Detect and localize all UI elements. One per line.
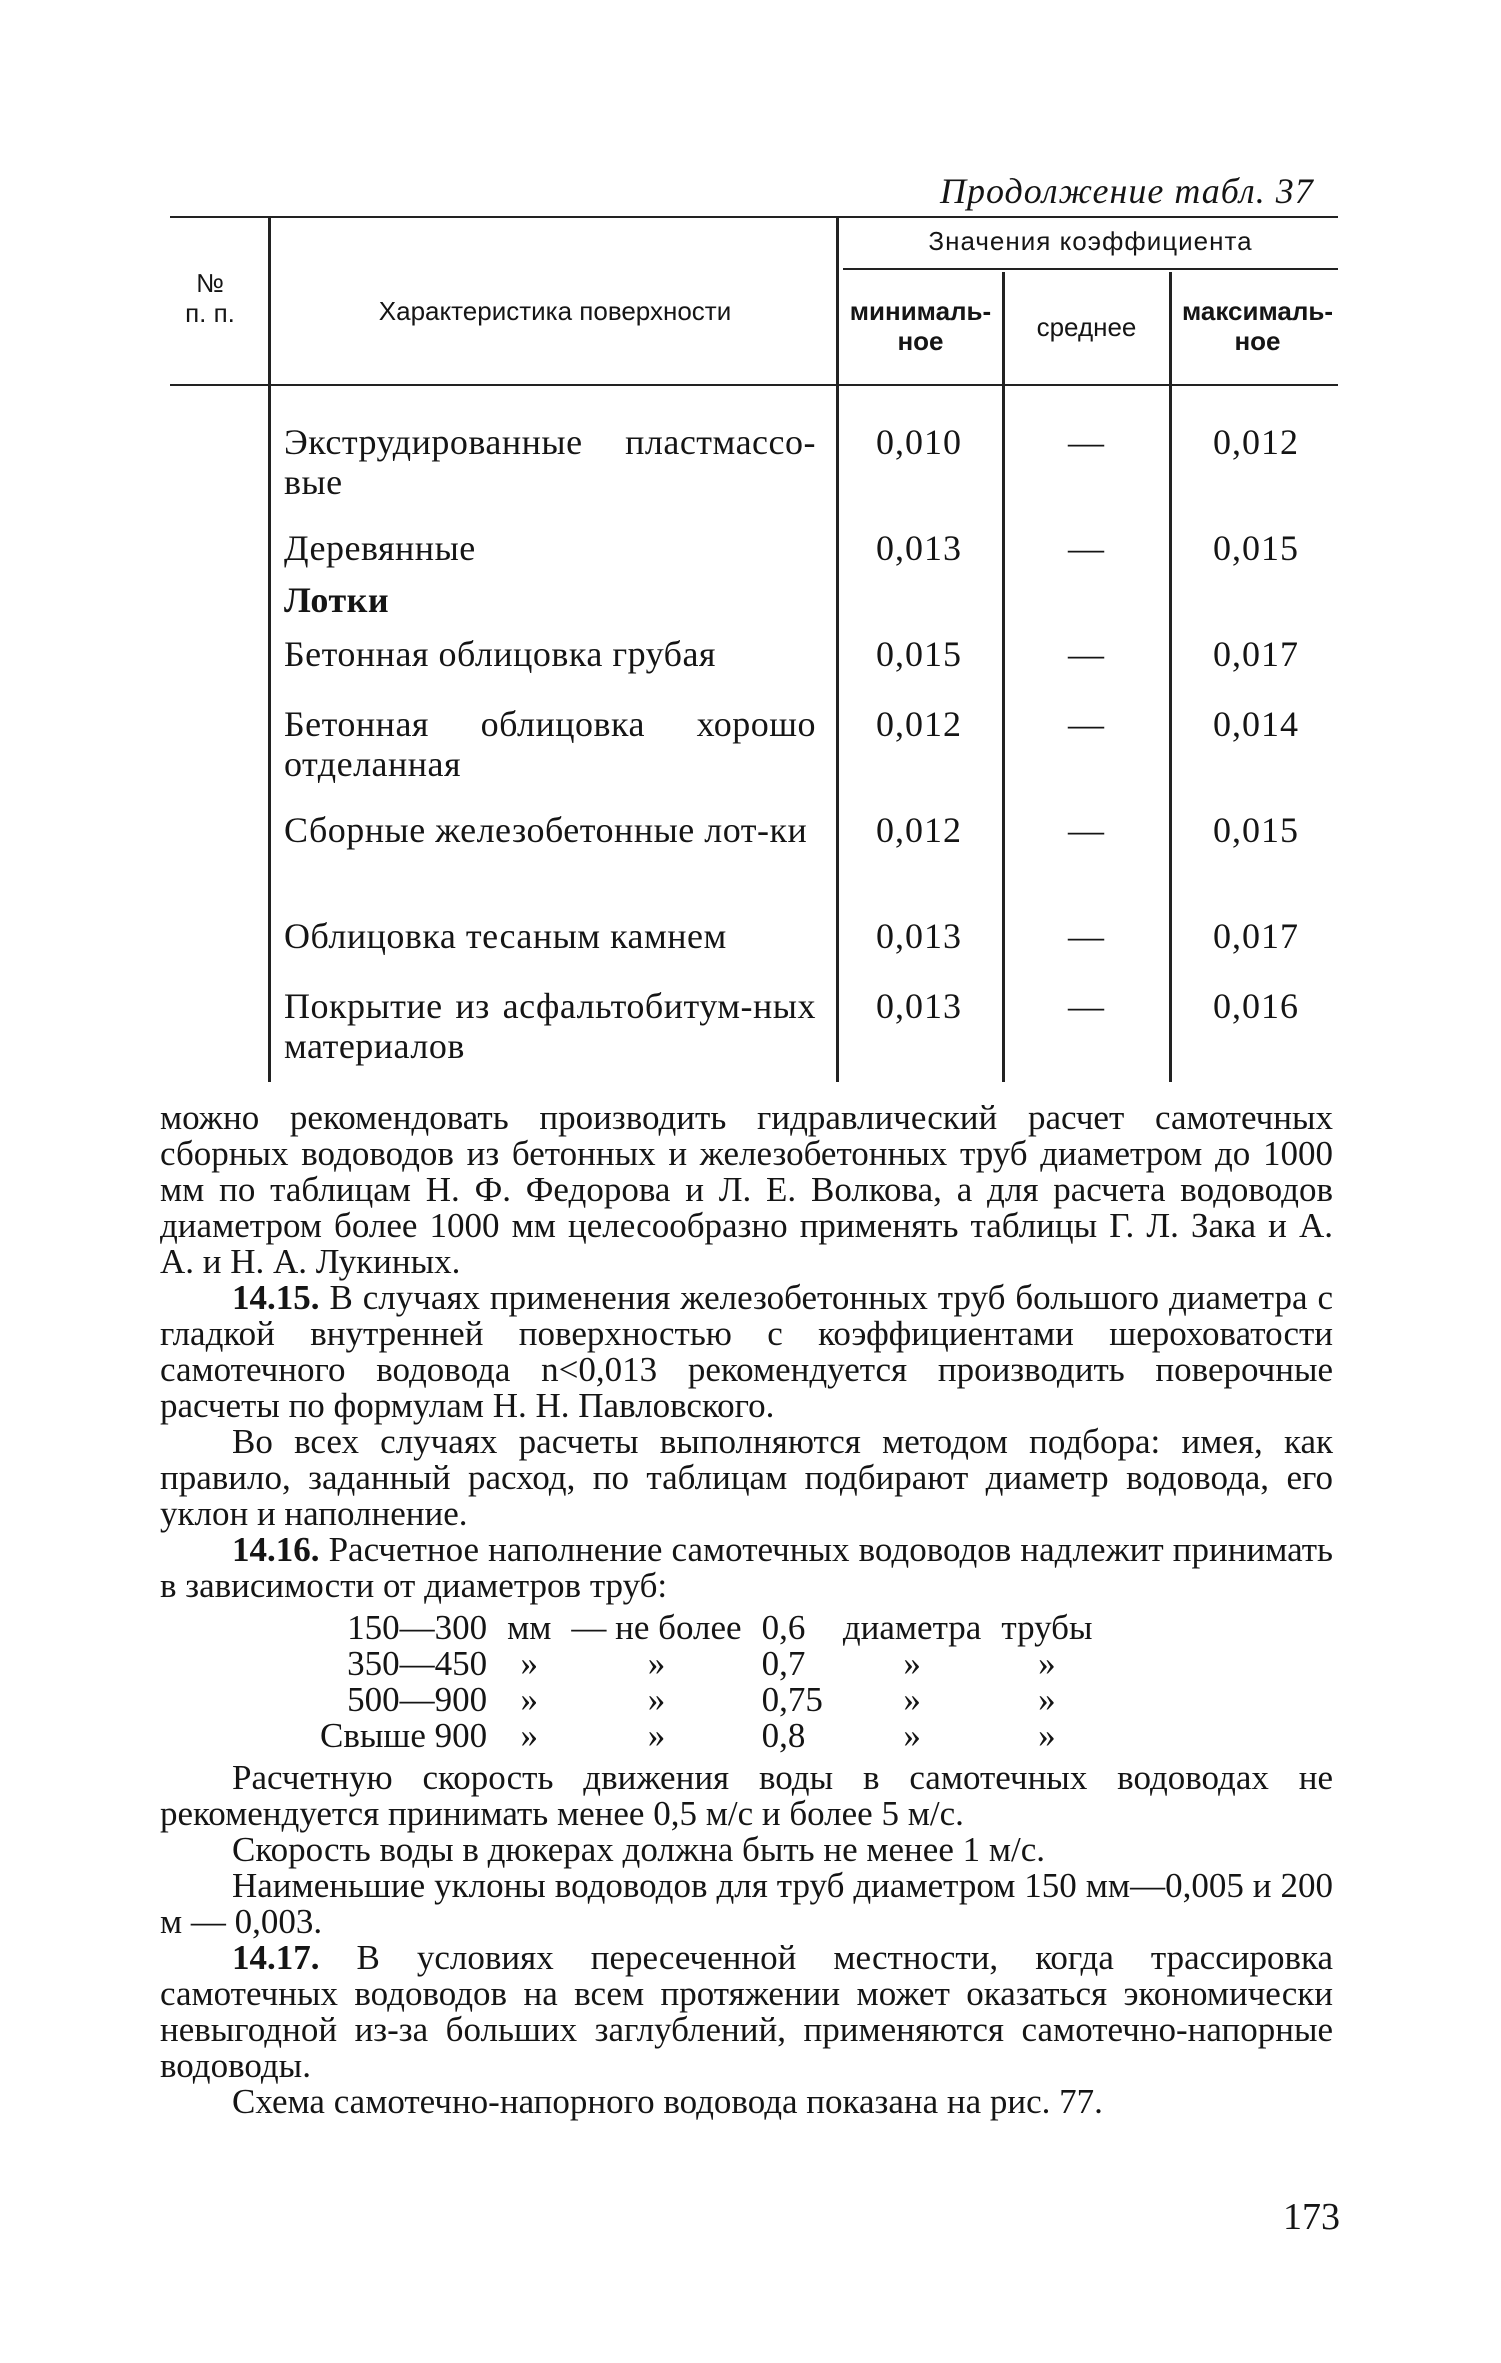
descriptor: » [903,1644,921,1683]
row-avg: — [1068,528,1105,568]
object: » [1038,1680,1056,1719]
descriptor: диаметра [842,1608,982,1647]
row-avg: — [1068,810,1105,850]
row-characteristic: Деревянные [284,528,476,568]
clause-number: 14.15. [232,1278,320,1317]
table-row [0,986,1501,1066]
header-values-group: Значения коэффициента [928,226,1253,256]
header-max: максималь- ное [1182,296,1333,356]
paragraph: Наименьшие уклоны водоводов для труб диаметром 150 мм—0,005 и 200 м — 0,003. [160,1866,1333,1941]
row-max: 0,017 [1213,916,1299,956]
row-max: 0,015 [1213,528,1299,568]
header-min: минималь- ное [849,296,992,356]
table-row [0,580,1501,620]
row-max: 0,017 [1213,634,1299,674]
fill-value: 0,6 [761,1608,806,1647]
object: » [1038,1716,1056,1755]
header-avg: среднее [1036,312,1137,342]
paragraph-text: Расчетное наполнение самотечных водоводов надлежит принимать в зависимости от диаметров труб: [160,1530,1333,1605]
column-divider-3 [1002,272,1005,384]
row-avg: — [1068,422,1105,462]
fill-ratio-list [310,1610,1102,1754]
column-divider-2 [836,218,839,384]
column-divider-1-body [268,386,271,1082]
list-item [310,1718,1102,1754]
condition: — не более [571,1608,742,1647]
row-max: 0,012 [1213,422,1299,462]
table-caption: Продолжение табл. 37 [940,171,1314,211]
row-min: 0,013 [876,986,962,1026]
header-number: № п. п. [185,268,235,328]
header-characteristic: Характеристика поверхности [378,296,732,326]
row-characteristic: Экструдированные пластмассо-вые [284,422,816,502]
column-divider-4-body [1169,386,1172,1082]
diameter-range: 350—450 [347,1644,488,1683]
list-item [310,1682,1102,1718]
list-item [310,1646,1102,1682]
table-row [0,810,1501,850]
paragraph-text: В случаях применения железобетонных труб большого диаметра с гладкой внутренней поверхностью с коэффициентами шероховатости самотечного водовода n<0,013 рекомендуется производить поверочные расчеты по формулам Н. Н. Павловского. [160,1278,1333,1425]
row-avg: — [1068,986,1105,1026]
diameter-range: Свыше 900 [320,1716,488,1755]
paragraph-14-17 [160,1940,1333,2084]
paragraph: Расчетную скорость движения воды в самотечных водоводах не рекомендуется принимать менее 0,5 м/с и более 5 м/с. [160,1758,1333,1833]
fill-value: 0,7 [761,1644,806,1683]
paragraph-14-16 [160,1532,1333,1604]
row-avg: — [1068,916,1105,956]
condition: » [647,1716,666,1755]
row-max: 0,014 [1213,704,1299,744]
descriptor: » [903,1716,921,1755]
row-avg: — [1068,704,1105,744]
row-characteristic: Сборные железобетонные лот-ки [284,810,808,850]
body-text [160,1100,1333,2120]
table-row [0,422,1501,502]
unit: » [520,1680,539,1719]
diameter-range: 500—900 [347,1680,488,1719]
table-header-bottom-rule [170,384,1338,386]
values-group-rule [843,268,1338,270]
row-min: 0,012 [876,810,962,850]
paragraph: можно рекомендовать производить гидравлический расчет самотечных сборных водоводов из бетонных и железобетонных труб диаметром до 1000 мм по таблицам Н. Ф. Федорова и Л. Е. Волкова, а для расчета водоводов диаметром более 1000 мм целесообразно применять таблицы Г. Л. Зака и А. А. и Н. А. Лукиных. [160,1098,1333,1281]
row-characteristic: Бетонная облицовка хорошо отделанная [284,704,816,784]
object: трубы [1001,1608,1093,1647]
row-characteristic: Покрытие из асфальтобитум-ных материалов [284,986,816,1066]
row-min: 0,013 [876,916,962,956]
table-row [0,634,1501,674]
clause-number: 14.16. [232,1530,320,1569]
row-section-title: Лотки [284,580,390,620]
paragraph-14-15 [160,1280,1333,1424]
condition: » [647,1680,666,1719]
row-min: 0,010 [876,422,962,462]
column-divider-4 [1169,272,1172,384]
table-top-rule [170,216,1338,218]
row-min: 0,015 [876,634,962,674]
fill-value: 0,8 [761,1716,806,1755]
clause-number: 14.17. [232,1938,320,1977]
row-characteristic: Облицовка тесаным камнем [284,916,727,956]
condition: » [647,1644,666,1683]
object: » [1038,1644,1056,1683]
row-min: 0,012 [876,704,962,744]
paragraph: Во всех случаях расчеты выполняются методом подбора: имея, как правило, заданный расход, по таблицам подбирают диаметр водовода, его уклон и наполнение. [160,1422,1333,1533]
table-row [0,528,1501,568]
descriptor: » [903,1680,921,1719]
row-min: 0,013 [876,528,962,568]
column-divider-1 [268,218,271,384]
list-item [310,1610,1102,1646]
row-characteristic: Бетонная облицовка грубая [284,634,716,674]
column-divider-3-body [1002,386,1005,1082]
row-max: 0,016 [1213,986,1299,1026]
table-row [0,916,1501,956]
fill-value: 0,75 [761,1680,823,1719]
paragraph: Схема самотечно-напорного водовода показана на рис. 77. [232,2082,1103,2121]
diameter-range: 150—300 [347,1608,488,1647]
unit: » [520,1716,539,1755]
paragraph-text: В условиях пересеченной местности, когда трассировка самотечных водоводов на всем протяжении может оказаться экономически невыгодной из-за больших заглублений, применяются самотечно-напорные водоводы. [160,1938,1333,2085]
paragraph: Скорость воды в дюкерах должна быть не менее 1 м/с. [232,1830,1046,1869]
unit: мм [507,1608,552,1647]
unit: » [520,1644,539,1683]
table-row [0,704,1501,784]
row-max: 0,015 [1213,810,1299,850]
row-avg: — [1068,634,1105,674]
column-divider-2-body [836,386,839,1082]
page-number: 173 [1283,2196,1340,2238]
